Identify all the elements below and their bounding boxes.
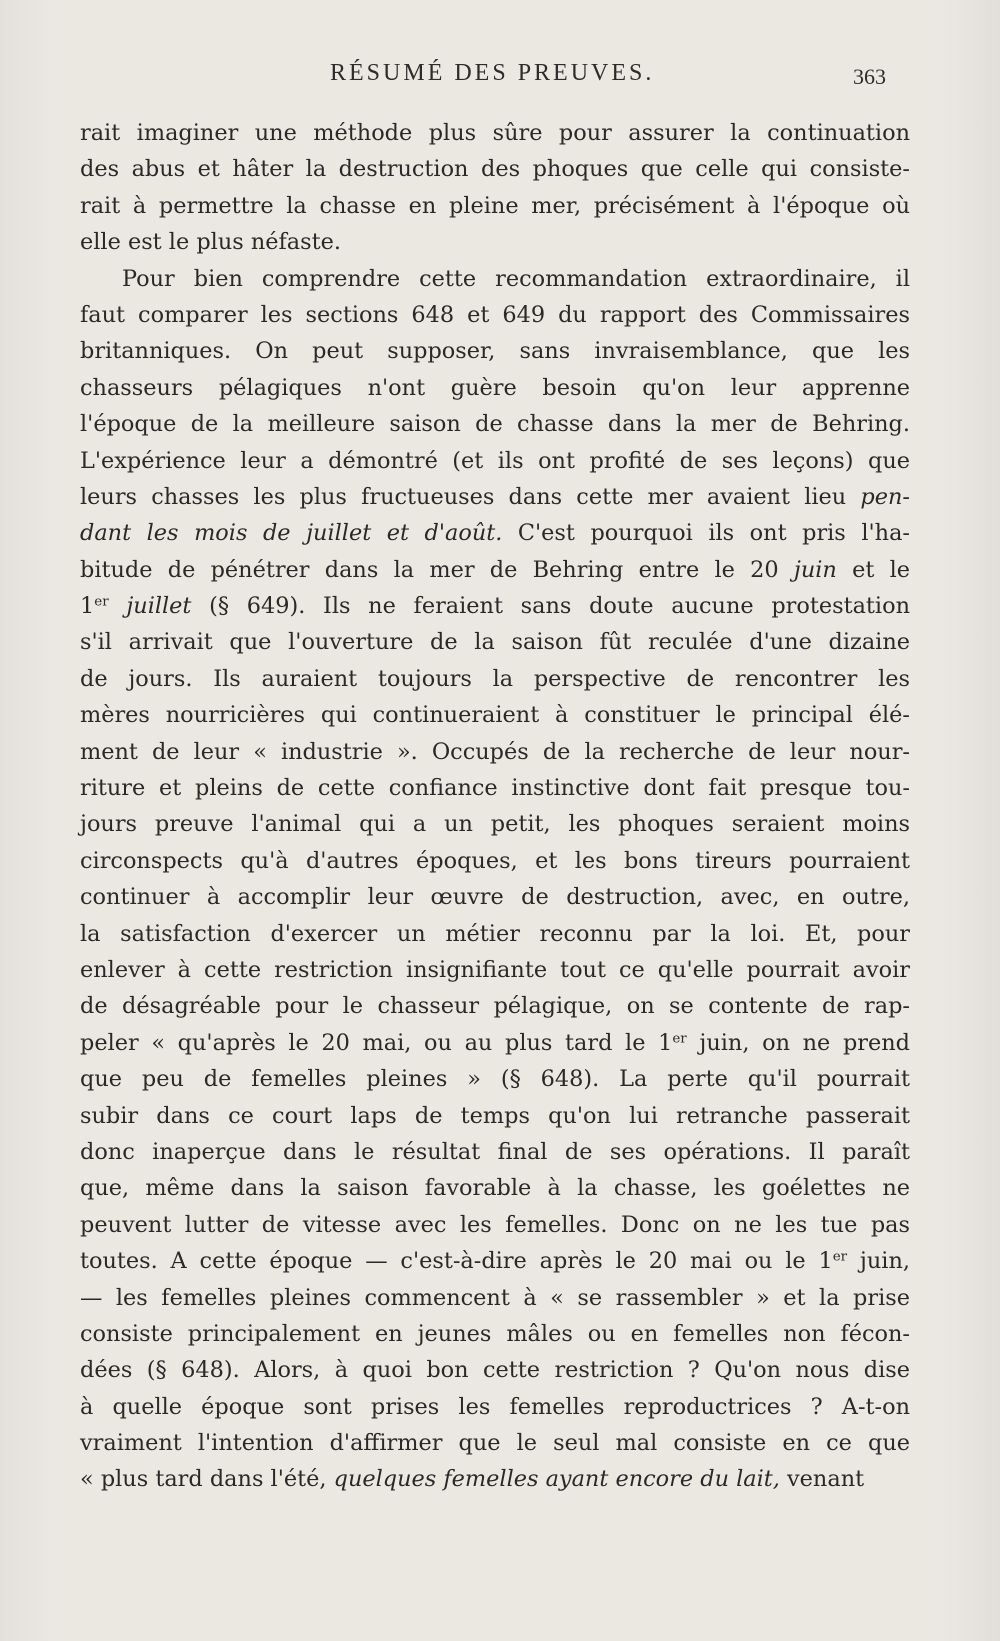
text-line [80,443,910,479]
text-line [80,770,910,806]
text-segment: britanniques. On peut supposer, sans invraisemblance, que les [80,338,910,365]
text-segment: venant [779,1466,865,1493]
text-line [80,261,910,297]
text-line [80,588,910,624]
text-segment: juin, on ne prend [686,1029,910,1056]
text-line [80,988,910,1024]
text-segment: peler « qu'après le 20 mai, ou au plus tard le 1 [80,1029,673,1056]
text-line [80,916,910,952]
text-line [80,879,910,915]
text-segment: et le [836,556,910,583]
italic-text: pen- [860,483,910,510]
text-line [80,697,910,733]
text-segment: — les femelles pleines commencent à « se rassembler » et la prise [80,1284,910,1311]
text-line [80,552,910,588]
text-line [80,1389,910,1425]
text-segment: chasseurs pélagiques n'ont guère besoin qu'on leur apprenne [80,374,910,401]
superscript: er [832,1249,848,1265]
text-line [80,1316,910,1352]
text-line [80,624,910,660]
text-segment: jours preuve l'animal qui a un petit, les phoques seraient moins [80,811,910,838]
text-line [80,406,910,442]
text-line [80,1134,910,1170]
text-segment: circonspects qu'à d'autres époques, et les bons tireurs pourraient [80,847,910,874]
text-segment: rait imaginer une méthode plus sûre pour assurer la continuation [80,120,910,146]
text-segment: juin, [847,1248,910,1275]
text-segment: Pour bien comprendre cette recommandation extraordinaire, il [122,265,910,292]
text-line [80,1207,910,1243]
text-line [80,370,910,406]
text-segment: dées (§ 648). Alors, à quoi bon cette restriction ? Qu'on nous dise [80,1357,910,1384]
text-line [80,806,910,842]
text-segment: bitude de pénétrer dans la mer de Behring entre le 20 [80,556,794,583]
text-segment: subir dans ce court laps de temps qu'on lui retranche passerait [80,1102,910,1129]
running-title: RÉSUMÉ DES PREUVES. [330,60,655,86]
text-segment: 1 [80,593,95,620]
text-line [80,1098,910,1134]
body-text [80,115,910,1498]
running-head [0,60,1000,96]
text-line [80,188,910,224]
italic-text: dant les mois de juillet et d'août. [80,520,503,547]
text-line [80,1243,910,1279]
text-line [80,115,910,151]
text-segment: vraiment l'intention d'affirmer que le seul mal consiste en ce que [80,1430,910,1457]
text-segment: C'est pourquoi ils ont pris l'ha- [502,520,910,547]
text-segment: s'il arrivait que l'ouverture de la saison fût reculée d'une dizaine [80,629,910,656]
text-line [80,297,910,333]
page-number: 363 [853,64,886,89]
text-line [80,1170,910,1206]
text-segment: mères nourricières qui continueraient à constituer le principal élé- [80,702,910,729]
text-line [80,1025,910,1061]
text-segment: peuvent lutter de vitesse avec les femelles. Donc on ne les tue pas [80,1211,910,1238]
text-segment: toutes. A cette époque — c'est-à-dire après le 20 mai ou le 1 [80,1248,833,1275]
text-line [80,843,910,879]
text-line [80,734,910,770]
text-line [80,515,910,551]
text-segment: de désagréable pour le chasseur pélagique, on se contente de rap- [80,993,910,1020]
text-segment: de jours. Ils auraient toujours la perspective de rencontrer les [80,665,910,692]
text-segment: la satisfaction d'exercer un métier reconnu par la loi. Et, pour [80,920,910,947]
text-segment [109,593,127,619]
text-segment: enlever à cette restriction insignifiante tout ce qu'elle pourrait avoir [80,956,910,983]
text-line [80,1461,910,1497]
superscript: er [94,594,109,610]
text-segment: continuer à accomplir leur œuvre de destruction, avec, en outre, [80,884,910,911]
text-segment: faut comparer les sections 648 et 649 du rapport des Commissaires [80,301,910,328]
text-segment: que, même dans la saison favorable à la chasse, les goélettes ne [80,1175,910,1202]
text-line [80,1425,910,1461]
text-line [80,1352,910,1388]
text-line [80,952,910,988]
text-segment: L'expérience leur a démontré (et ils ont profité de ses leçons) que [80,447,910,474]
text-segment: donc inaperçue dans le résultat final de ses opérations. Il paraît [80,1138,910,1165]
text-segment: consiste principalement en jeunes mâles ou en femelles non fécon- [80,1320,910,1347]
text-line [80,224,910,260]
text-segment: à quelle époque sont prises les femelles reproductrices ? A-t-on [80,1393,910,1420]
italic-text: juin [793,556,837,583]
text-line [80,151,910,187]
text-segment: rait à permettre la chasse en pleine mer, précisément à l'époque où [80,192,910,219]
text-segment: l'époque de la meilleure saison de chasse dans la mer de Behring. [80,411,910,438]
text-segment: riture et pleins de cette confiance instinctive dont fait presque tou- [80,775,910,802]
text-segment: « plus tard dans l'été, [80,1466,334,1493]
italic-text: juillet [126,593,192,620]
text-segment: des abus et hâter la destruction des phoques que celle qui consiste- [80,156,910,183]
text-line [80,1280,910,1316]
text-segment: que peu de femelles pleines » (§ 648). La perte qu'il pourrait [80,1066,910,1093]
text-segment: ment de leur « industrie ». Occupés de la recherche de leur nour- [80,738,910,765]
text-segment: elle est le plus néfaste. [80,229,342,256]
italic-text: quelques femelles ayant encore du lait, [333,1466,780,1493]
text-line [80,479,910,515]
text-segment: (§ 649). Ils ne feraient sans doute aucune protestation [191,593,910,620]
superscript: er [672,1031,687,1047]
text-line [80,1061,910,1097]
text-segment: leurs chasses les plus fructueuses dans cette mer avaient lieu [80,483,861,510]
text-line [80,333,910,369]
text-line [80,661,910,697]
